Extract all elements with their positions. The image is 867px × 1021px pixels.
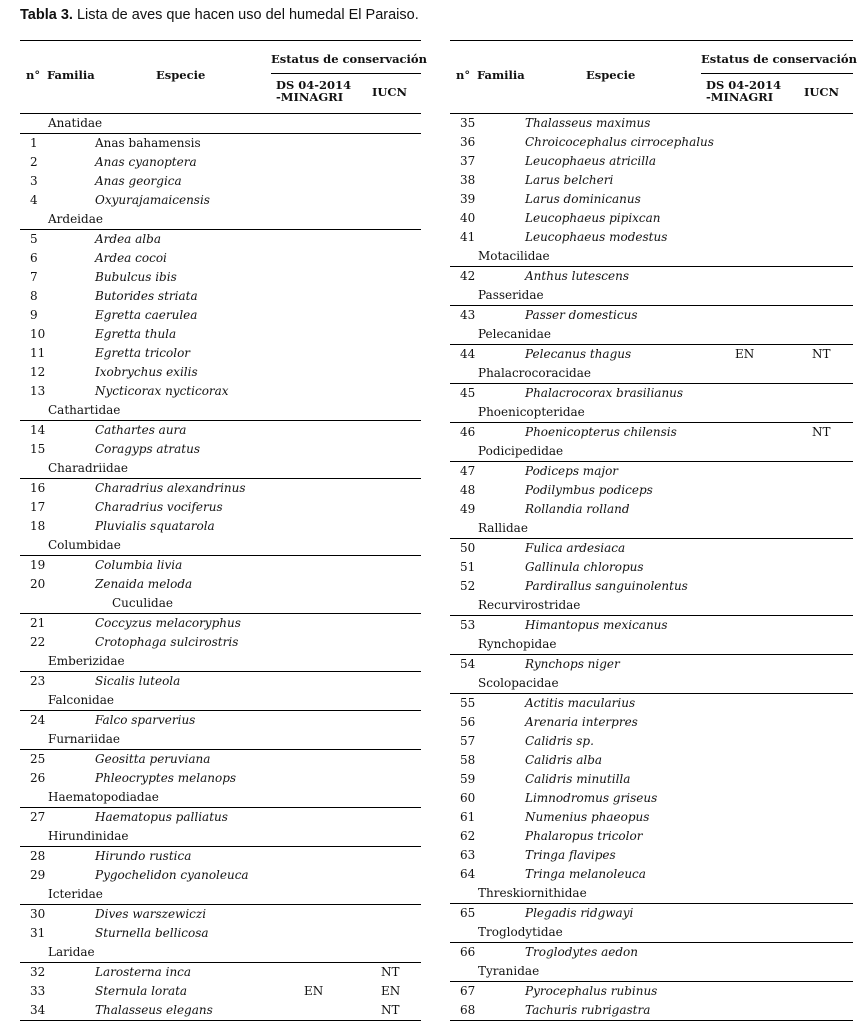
species-number: 11	[30, 346, 46, 360]
species-number: 35	[460, 116, 476, 130]
species-row	[20, 172, 421, 191]
species-row	[20, 153, 421, 172]
species-number: 21	[30, 616, 46, 630]
family-row	[450, 403, 853, 423]
species-name: Sicalis luteola	[95, 674, 181, 688]
species-row	[20, 382, 421, 401]
species-name: Pelecanus thagus	[525, 347, 632, 361]
bird-table-right	[450, 40, 857, 1021]
species-name: Butorides striata	[95, 289, 198, 303]
species-name: Plegadis ridgwayi	[525, 906, 634, 920]
species-name: Columbia livia	[95, 558, 183, 572]
family-row	[20, 885, 421, 905]
species-name: Tringa flavipes	[525, 848, 616, 862]
species-name: Pyrocephalus rubinus	[525, 984, 658, 998]
family-name: Podicipedidae	[478, 444, 564, 458]
family-name: Columbidae	[48, 538, 121, 552]
family-name: Charadriidae	[48, 461, 128, 475]
species-name: Coragyps atratus	[95, 442, 200, 456]
species-name: Calidris minutilla	[525, 772, 631, 786]
species-row	[20, 479, 421, 498]
iucn-status: NT	[381, 1003, 400, 1017]
species-name: Ardea cocoi	[95, 251, 167, 265]
species-name: Egretta caerulea	[95, 308, 198, 322]
species-name: Chroicocephalus cirrocephalus	[525, 135, 714, 149]
species-number: 39	[460, 192, 476, 206]
caption-text: Lista de aves que hacen uso del humedal El Paraiso.	[72, 7, 419, 23]
family-name: Laridae	[48, 945, 95, 959]
family-row	[20, 401, 421, 421]
family-name: Threskiornithidae	[478, 886, 587, 900]
species-number: 22	[30, 635, 46, 649]
species-name: Rollandia rolland	[525, 502, 630, 516]
species-number: 50	[460, 541, 476, 555]
species-row	[450, 384, 853, 403]
species-name: Anthus lutescens	[525, 269, 630, 283]
family-name: Hirundinidae	[48, 829, 129, 843]
species-number: 56	[460, 715, 476, 729]
species-name: Anas cyanoptera	[95, 155, 197, 169]
family-row	[20, 114, 421, 134]
species-name: Rynchops niger	[525, 657, 620, 671]
species-row	[20, 575, 421, 594]
species-row	[20, 268, 421, 287]
family-name: Pelecanidae	[478, 327, 551, 341]
species-row	[20, 517, 421, 536]
species-name: Limnodromus griseus	[525, 791, 658, 805]
species-number: 51	[460, 560, 476, 574]
species-number: 67	[460, 984, 476, 998]
species-name: Haematopus palliatus	[95, 810, 228, 824]
species-row	[450, 713, 853, 732]
species-name: Anas georgica	[95, 174, 182, 188]
header-number: n°	[26, 68, 41, 82]
species-row	[450, 423, 853, 442]
species-name: Larus belcheri	[525, 173, 614, 187]
family-name: Anatidae	[48, 116, 103, 130]
header-ds-line2: -MINAGRI	[276, 90, 344, 104]
species-name: Crotophaga sulcirostris	[95, 635, 239, 649]
species-number: 49	[460, 502, 476, 516]
family-row	[20, 594, 421, 614]
family-name: Rallidae	[478, 521, 528, 535]
header-ds-line1: DS 04-2014	[276, 78, 352, 92]
family-name: Phoenicopteridae	[478, 405, 585, 419]
species-name: Calidris sp.	[525, 734, 594, 748]
species-number: 64	[460, 867, 476, 881]
species-number: 66	[460, 945, 476, 959]
species-name: Calidris alba	[525, 753, 603, 767]
species-row	[450, 481, 853, 500]
species-name: Falco sparverius	[95, 713, 196, 727]
species-name: Phalacrocorax brasilianus	[525, 386, 684, 400]
species-name: Troglodytes aedon	[525, 945, 638, 959]
iucn-status: NT	[812, 347, 831, 361]
species-name: Cathartes aura	[95, 423, 187, 437]
species-number: 61	[460, 810, 476, 824]
species-name: Passer domesticus	[525, 308, 638, 322]
ds-status: EN	[304, 984, 324, 998]
species-name: Leucophaeus atricilla	[525, 154, 657, 168]
species-row	[450, 171, 853, 190]
species-name: Nycticorax nycticorax	[95, 384, 229, 398]
species-row	[20, 230, 421, 249]
family-name: Motacilidae	[478, 249, 550, 263]
species-number: 12	[30, 365, 46, 379]
family-name: Ardeidae	[48, 212, 103, 226]
species-number: 59	[460, 772, 476, 786]
species-name: Egretta tricolor	[95, 346, 191, 360]
species-number: 6	[30, 251, 38, 265]
species-row	[450, 345, 853, 364]
species-name: Pygochelidon cyanoleuca	[95, 868, 249, 882]
species-name: Phoenicopterus chilensis	[525, 425, 677, 439]
species-row	[20, 556, 421, 575]
table-header	[20, 40, 427, 114]
header-iucn: IUCN	[804, 85, 840, 99]
family-name: Emberizidae	[48, 654, 125, 668]
species-number: 47	[460, 464, 476, 478]
species-name: Ixobrychus exilis	[95, 365, 198, 379]
header-conservation-status: Estatus de conservación	[701, 52, 857, 66]
species-row	[450, 462, 853, 481]
species-row	[450, 904, 853, 923]
species-row	[20, 325, 421, 344]
family-row	[450, 442, 853, 462]
header-divider	[271, 73, 421, 74]
family-row	[20, 827, 421, 847]
header-species: Especie	[586, 68, 636, 82]
family-name: Recurvirostridae	[478, 598, 581, 612]
species-number: 37	[460, 154, 476, 168]
species-name: Tringa melanoleuca	[525, 867, 646, 881]
family-name: Cuculidae	[112, 596, 173, 610]
species-row	[450, 209, 853, 228]
species-row	[450, 751, 853, 770]
species-number: 63	[460, 848, 476, 862]
species-number: 36	[460, 135, 476, 149]
species-name: Egretta thula	[95, 327, 177, 341]
family-row	[450, 923, 853, 943]
species-row	[450, 770, 853, 789]
species-row	[20, 982, 421, 1001]
species-row	[20, 134, 421, 153]
species-number: 57	[460, 734, 476, 748]
species-name: Fulica ardesiaca	[525, 541, 626, 555]
family-row	[450, 364, 853, 384]
species-name: Dives warszewiczi	[95, 907, 207, 921]
species-name: Leucophaeus pipixcan	[525, 211, 661, 225]
family-row	[450, 519, 853, 539]
species-number: 68	[460, 1003, 476, 1017]
family-row	[450, 286, 853, 306]
family-row	[20, 536, 421, 556]
family-name: Tyranidae	[478, 964, 540, 978]
species-number: 26	[30, 771, 46, 785]
family-row	[450, 325, 853, 345]
species-name: Podilymbus podiceps	[525, 483, 653, 497]
family-name: Cathartidae	[48, 403, 121, 417]
species-number: 53	[460, 618, 476, 632]
species-name: Ardea alba	[95, 232, 161, 246]
species-number: 62	[460, 829, 476, 843]
species-number: 33	[30, 984, 46, 998]
species-name: Charadrius vociferus	[95, 500, 223, 514]
header-iucn: IUCN	[372, 85, 408, 99]
species-row	[20, 711, 421, 730]
family-name: Haematopodiadae	[48, 790, 159, 804]
species-number: 41	[460, 230, 476, 244]
species-row	[450, 865, 853, 884]
table-header	[450, 40, 857, 114]
species-number: 9	[30, 308, 38, 322]
family-row	[20, 788, 421, 808]
species-number: 43	[460, 308, 476, 322]
species-number: 42	[460, 269, 476, 283]
species-name: Coccyzus melacoryphus	[95, 616, 241, 630]
species-row	[450, 827, 853, 846]
species-name: Podiceps major	[525, 464, 619, 478]
species-number: 15	[30, 442, 46, 456]
species-number: 1	[30, 136, 38, 150]
species-row	[20, 750, 421, 769]
family-row	[450, 962, 853, 982]
species-number: 46	[460, 425, 476, 439]
species-number: 52	[460, 579, 476, 593]
species-row	[20, 614, 421, 633]
species-name: Actitis macularius	[525, 696, 636, 710]
species-row	[450, 152, 853, 171]
species-number: 45	[460, 386, 476, 400]
species-row	[20, 924, 421, 943]
species-number: 16	[30, 481, 46, 495]
species-number: 27	[30, 810, 46, 824]
species-row	[450, 500, 853, 519]
species-name: Arenaria interpres	[525, 715, 638, 729]
species-row	[20, 363, 421, 382]
header-species: Especie	[156, 68, 206, 82]
family-name: Falconidae	[48, 693, 114, 707]
species-row	[20, 672, 421, 691]
species-number: 34	[30, 1003, 46, 1017]
species-row	[20, 287, 421, 306]
family-row	[20, 652, 421, 672]
species-number: 40	[460, 211, 476, 225]
header-family: Familia	[477, 68, 525, 82]
species-row	[450, 306, 853, 325]
species-row	[20, 633, 421, 652]
species-name: Sturnella bellicosa	[95, 926, 209, 940]
species-number: 32	[30, 965, 46, 979]
bird-table-left	[20, 40, 427, 1021]
species-number: 48	[460, 483, 476, 497]
iucn-status: NT	[381, 965, 400, 979]
species-row	[20, 808, 421, 827]
species-number: 19	[30, 558, 46, 572]
species-number: 3	[30, 174, 38, 188]
header-conservation-status: Estatus de conservación	[271, 52, 427, 66]
species-name: Pluvialis squatarola	[95, 519, 215, 533]
family-row	[20, 691, 421, 711]
species-number: 25	[30, 752, 46, 766]
family-row	[450, 884, 853, 904]
species-number: 13	[30, 384, 46, 398]
family-row	[20, 210, 421, 230]
family-row	[20, 943, 421, 963]
family-name: Passeridae	[478, 288, 544, 302]
species-row	[20, 866, 421, 885]
species-row	[450, 616, 853, 635]
species-row	[20, 847, 421, 866]
family-row	[450, 596, 853, 616]
species-number: 17	[30, 500, 46, 514]
species-name: Hirundo rustica	[95, 849, 192, 863]
species-row	[20, 1001, 421, 1020]
species-name: Larosterna inca	[95, 965, 192, 979]
species-number: 55	[460, 696, 476, 710]
species-name: Geositta peruviana	[95, 752, 211, 766]
ds-status: EN	[735, 347, 755, 361]
species-name: Charadrius alexandrinus	[95, 481, 246, 495]
species-number: 31	[30, 926, 46, 940]
family-name: Furnariidae	[48, 732, 121, 746]
species-name: Thalasseus maximus	[525, 116, 651, 130]
species-row	[450, 577, 853, 596]
species-row	[20, 440, 421, 459]
species-row	[20, 769, 421, 788]
species-row	[450, 228, 853, 247]
species-number: 7	[30, 270, 38, 284]
species-row	[450, 190, 853, 209]
table-body	[450, 114, 853, 1021]
header-number: n°	[456, 68, 471, 82]
species-row	[20, 421, 421, 440]
species-number: 24	[30, 713, 46, 727]
header-ds	[706, 79, 781, 103]
family-row	[20, 459, 421, 479]
table-body	[20, 114, 421, 1021]
iucn-status: NT	[812, 425, 831, 439]
species-number: 65	[460, 906, 476, 920]
species-name: Gallinula chloropus	[525, 560, 644, 574]
species-name: Zenaida meloda	[95, 577, 193, 591]
species-number: 14	[30, 423, 46, 437]
species-number: 58	[460, 753, 476, 767]
family-name: Scolopacidae	[478, 676, 559, 690]
species-row	[20, 905, 421, 924]
species-name: Thalasseus elegans	[95, 1003, 213, 1017]
species-row	[450, 789, 853, 808]
species-row	[20, 306, 421, 325]
species-row	[450, 539, 853, 558]
header-family: Familia	[47, 68, 95, 82]
species-row	[20, 249, 421, 268]
species-row	[450, 133, 853, 152]
species-name: Phalaropus tricolor	[525, 829, 643, 843]
iucn-status: EN	[381, 984, 401, 998]
species-row	[20, 963, 421, 982]
species-row	[450, 655, 853, 674]
header-ds-line1: DS 04-2014	[706, 78, 782, 92]
species-name: Oxyurajamaicensis	[95, 193, 210, 207]
species-name: Pardirallus sanguinolentus	[525, 579, 688, 593]
species-row	[450, 267, 853, 286]
species-name: Sternula lorata	[95, 984, 188, 998]
caption-label: Tabla 3.	[20, 7, 73, 23]
species-name: Larus dominicanus	[525, 192, 641, 206]
species-row	[450, 732, 853, 751]
species-number: 18	[30, 519, 46, 533]
species-row	[450, 982, 853, 1001]
species-name: Tachuris rubrigastra	[525, 1003, 651, 1017]
family-name: Phalacrocoracidae	[478, 366, 591, 380]
species-number: 54	[460, 657, 476, 671]
species-number: 8	[30, 289, 38, 303]
family-row	[20, 730, 421, 750]
species-number: 5	[30, 232, 38, 246]
family-row	[450, 247, 853, 267]
species-number: 20	[30, 577, 46, 591]
species-name: Himantopus mexicanus	[525, 618, 668, 632]
species-row	[450, 808, 853, 827]
species-row	[450, 694, 853, 713]
species-number: 29	[30, 868, 46, 882]
species-row	[20, 191, 421, 210]
species-name: Anas bahamensis	[95, 136, 201, 150]
species-row	[450, 558, 853, 577]
species-row	[20, 498, 421, 517]
family-name: Rynchopidae	[478, 637, 557, 651]
species-row	[20, 344, 421, 363]
species-number: 23	[30, 674, 46, 688]
species-row	[450, 846, 853, 865]
species-row	[450, 943, 853, 962]
species-number: 28	[30, 849, 46, 863]
species-number: 4	[30, 193, 38, 207]
species-number: 10	[30, 327, 46, 341]
species-number: 38	[460, 173, 476, 187]
species-number: 44	[460, 347, 476, 361]
table-caption	[20, 7, 419, 23]
header-ds-line2: -MINAGRI	[706, 90, 774, 104]
family-name: Troglodytidae	[478, 925, 563, 939]
species-name: Leucophaeus modestus	[525, 230, 668, 244]
species-name: Phleocryptes melanops	[95, 771, 237, 785]
species-name: Bubulcus ibis	[95, 270, 177, 284]
header-ds	[276, 79, 351, 103]
species-row	[450, 114, 853, 133]
family-name: Icteridae	[48, 887, 103, 901]
species-number: 60	[460, 791, 476, 805]
header-divider	[701, 73, 853, 74]
family-row	[450, 674, 853, 694]
species-name: Numenius phaeopus	[525, 810, 650, 824]
species-number: 2	[30, 155, 38, 169]
species-row	[450, 1001, 853, 1020]
species-number: 30	[30, 907, 46, 921]
family-row	[450, 635, 853, 655]
